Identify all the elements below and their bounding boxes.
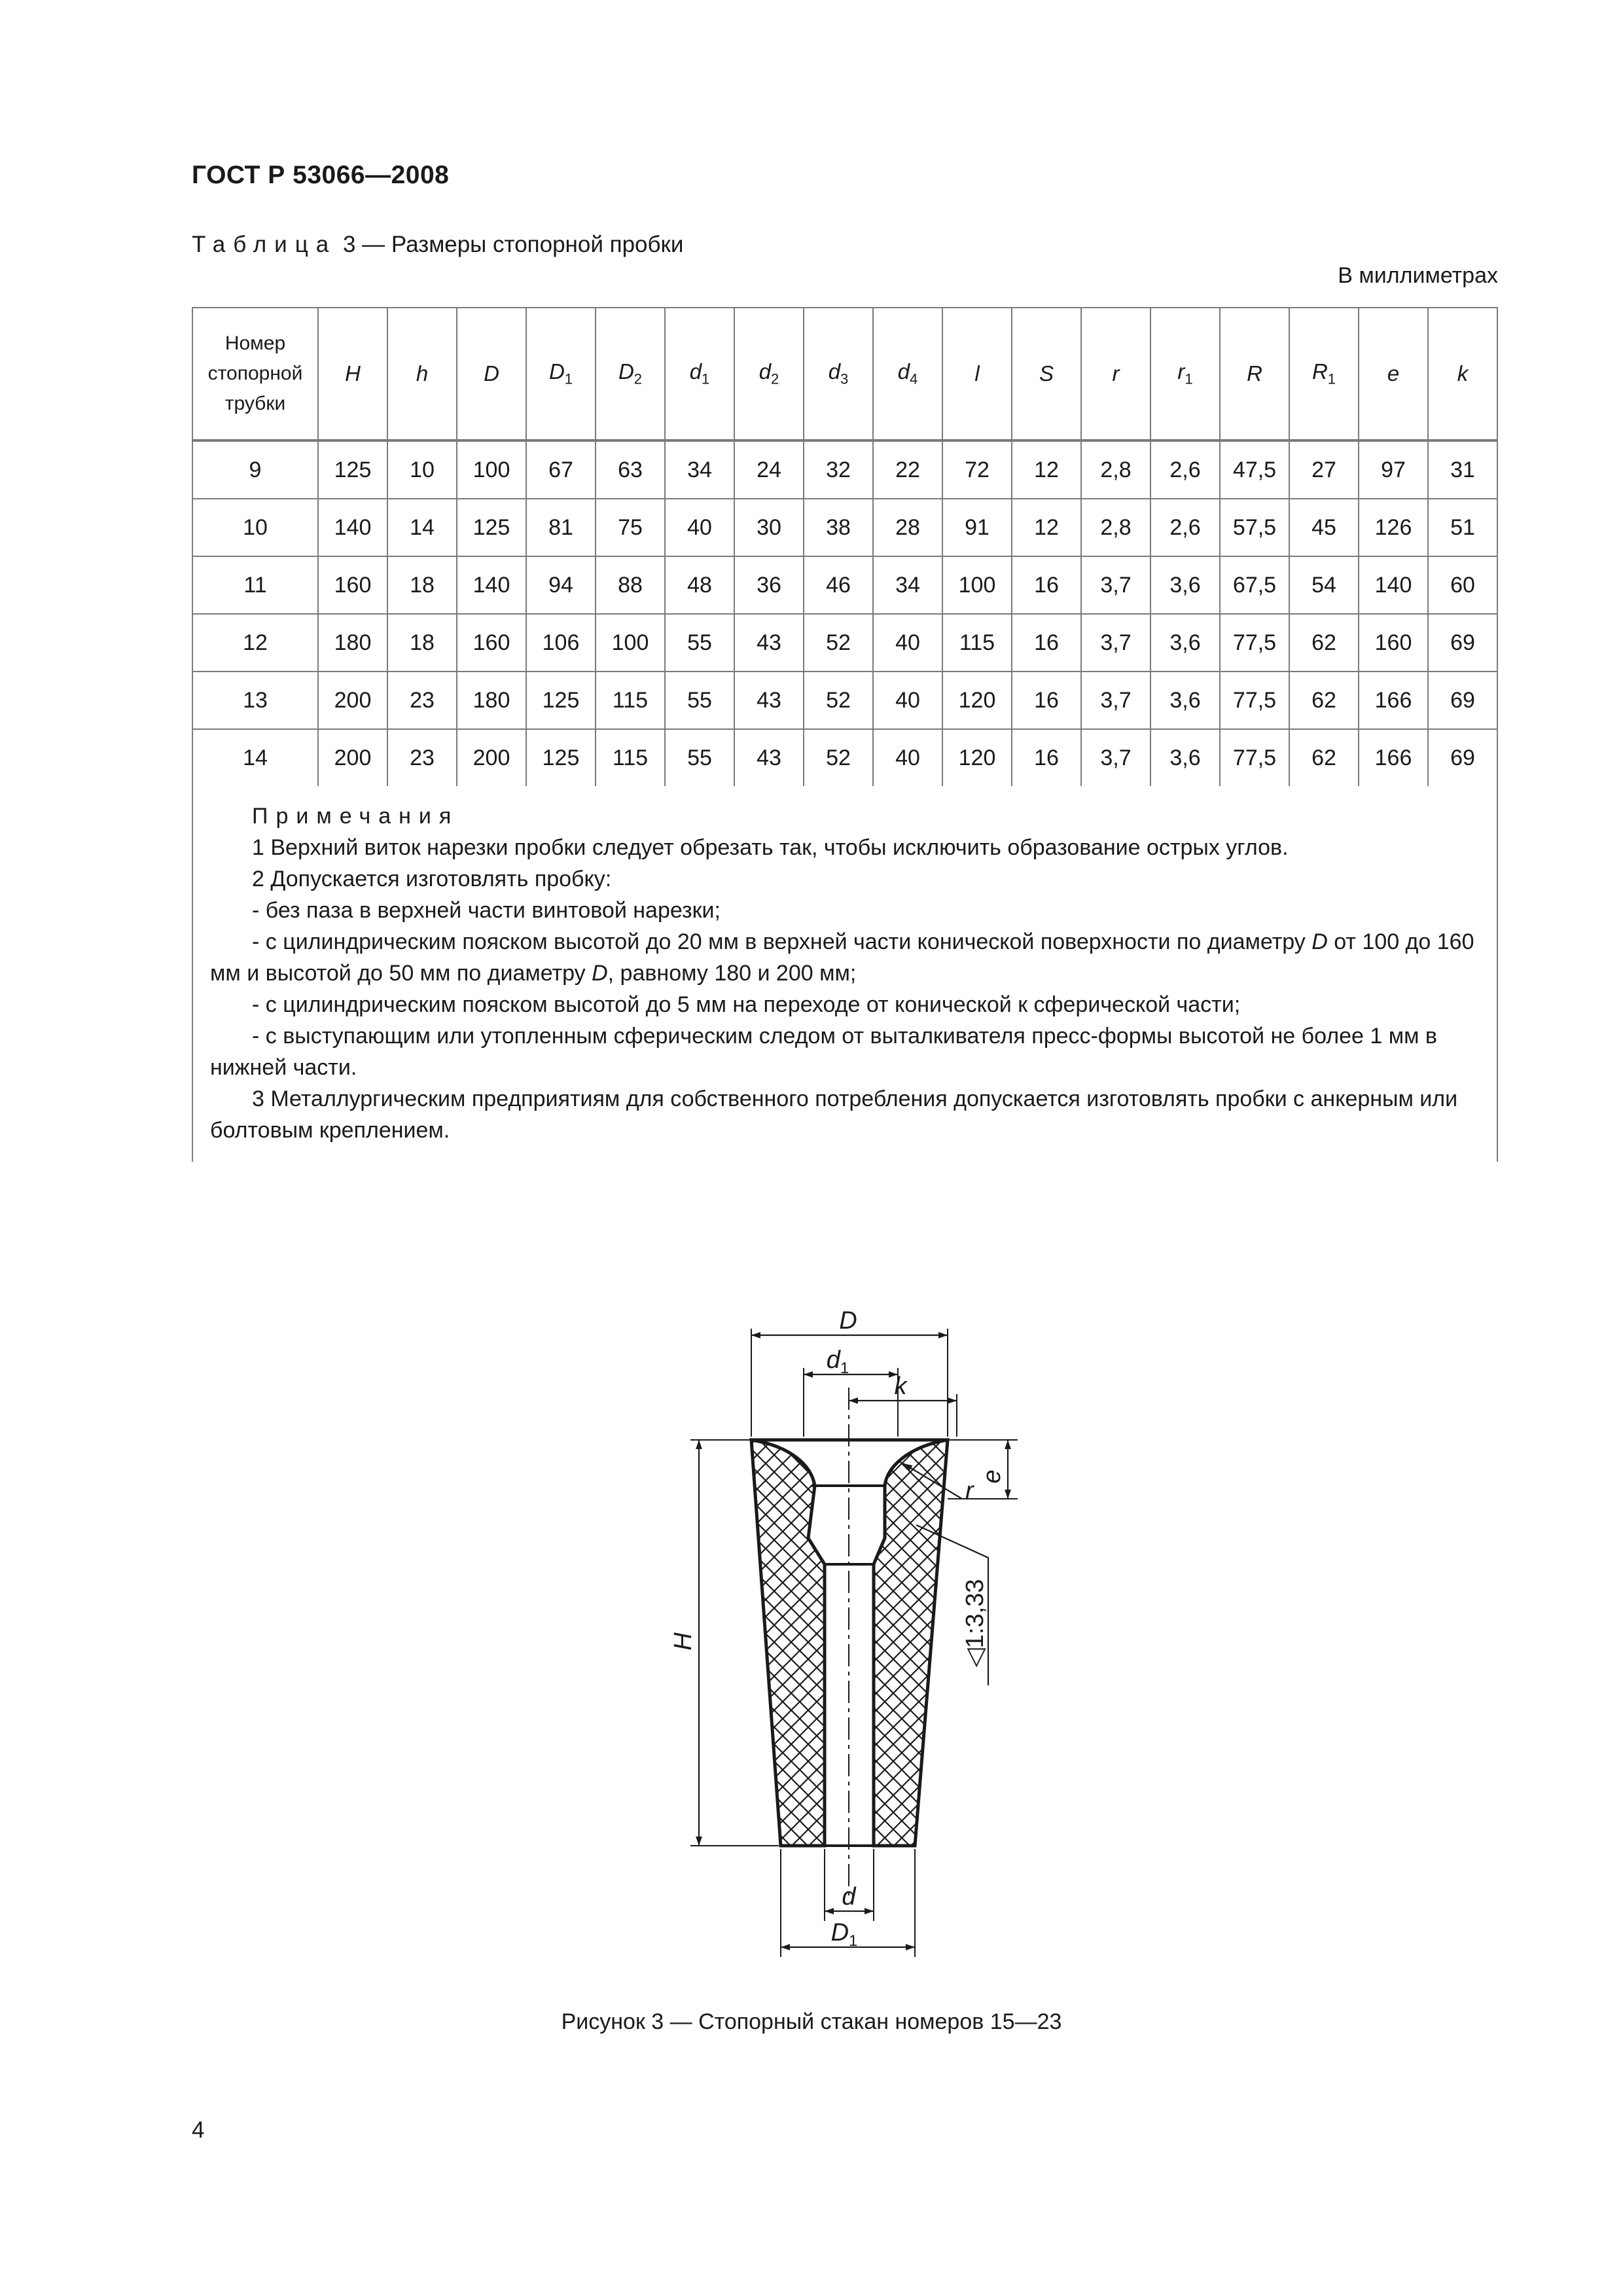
table-cell: 48 [665, 556, 734, 614]
table-cell: 125 [526, 672, 596, 729]
column-header-label: R [1311, 359, 1328, 384]
table-cell: 75 [596, 499, 665, 556]
label-r: r [965, 1477, 974, 1505]
label-D1-sub: 1 [849, 1932, 858, 1950]
column-header-label: Номер стопорной трубки [207, 332, 303, 414]
table-cell: 140 [1359, 556, 1428, 614]
label-H: H [669, 1632, 697, 1651]
column-header-subscript: 1 [1185, 370, 1193, 387]
table-cell: 27 [1289, 440, 1359, 499]
note-3: 3 Металлургическим предприятиям для собственного потребления допускается изготовлять пробки с анкерным или болтовым креплением. [210, 1086, 1458, 1143]
table-cell: 54 [1289, 556, 1359, 614]
table-cell: 69 [1428, 729, 1497, 786]
note-1: 1 Верхний виток нарезки пробки следует обрезать так, чтобы исключить образование острых углов. [252, 835, 1289, 860]
column-header-label: R [1247, 361, 1262, 386]
table-cell: 140 [457, 556, 526, 614]
column-header-label: D [484, 361, 499, 386]
document-header: ГОСТ Р 53066—2008 [192, 161, 450, 189]
table-cell: 3,6 [1150, 556, 1220, 614]
table-cell: 115 [942, 614, 1012, 672]
table-cell: 52 [804, 614, 873, 672]
table-cell: 115 [596, 672, 665, 729]
label-d1 [827, 1346, 849, 1377]
table-cell: 32 [804, 440, 873, 499]
table-cell: 62 [1289, 729, 1359, 786]
label-e: e [978, 1469, 1006, 1484]
label-D1 [831, 1919, 858, 1950]
table-cell: 30 [734, 499, 804, 556]
column-header-label: h [416, 361, 429, 386]
table-cell: 125 [457, 499, 526, 556]
table-cell: 160 [457, 614, 526, 672]
table-cell: 47,5 [1220, 440, 1289, 499]
stopper-number-cell: 13 [192, 672, 318, 729]
table-cell: 40 [873, 614, 942, 672]
table-cell: 3,6 [1150, 614, 1220, 672]
table-cell: 69 [1428, 672, 1497, 729]
stopper-number-cell: 11 [192, 556, 318, 614]
table-cell: 10 [387, 440, 457, 499]
stopper-number-cell: 12 [192, 614, 318, 672]
table-cell: 43 [734, 672, 804, 729]
table-cell: 62 [1289, 614, 1359, 672]
column-header-subscript: 1 [1327, 370, 1336, 387]
page-number: 4 [192, 2117, 205, 2143]
table-cell: 2,6 [1150, 499, 1220, 556]
table-cell: 24 [734, 440, 804, 499]
column-header-label: d [828, 359, 841, 384]
table-cell: 38 [804, 499, 873, 556]
table-cell: 200 [457, 729, 526, 786]
table-cell: 40 [873, 729, 942, 786]
table-cell: 57,5 [1220, 499, 1289, 556]
note-2-item-3: - с цилиндрическим пояском высотой до 5 мм на переходе от конической к сферической части; [252, 992, 1241, 1017]
table-cell: 180 [457, 672, 526, 729]
table-cell: 40 [665, 499, 734, 556]
table-cell: 166 [1359, 729, 1428, 786]
table-cell: 120 [942, 672, 1012, 729]
label-d1-sub: 1 [840, 1359, 849, 1377]
column-header-subscript: 3 [840, 370, 849, 387]
table-cell: 52 [804, 672, 873, 729]
table-cell: 16 [1012, 614, 1081, 672]
table-cell: 18 [387, 614, 457, 672]
column-header-subscript: 4 [910, 370, 918, 387]
note-2: 2 Допускается изготовлять пробку: [252, 867, 612, 891]
column-header-label: d [689, 359, 702, 384]
label-D1-base: D [830, 1919, 849, 1946]
table-cell: 55 [665, 672, 734, 729]
table-cell: 81 [526, 499, 596, 556]
column-header-label: r [1177, 359, 1185, 384]
figure-caption: Рисунок 3 — Стопорный стакан номеров 15—23 [561, 2009, 1062, 2034]
table-cell: 63 [596, 440, 665, 499]
column-header-label: D [618, 359, 634, 384]
table-cell: 72 [942, 440, 1012, 499]
notes-title: Примечания [252, 804, 459, 829]
column-header-label: H [345, 361, 361, 386]
table-cell: 67,5 [1220, 556, 1289, 614]
column-header-subscript: 2 [771, 370, 779, 387]
table-cell: 126 [1359, 499, 1428, 556]
table-cell: 18 [387, 556, 457, 614]
stopper-number-cell: 14 [192, 729, 318, 786]
table-cell: 28 [873, 499, 942, 556]
note-2-item-4: - с выступающим или утопленным сферическим следом от выталкивателя пресс-формы высотой не более 1 мм в нижней части. [210, 1024, 1437, 1080]
table-cell: 100 [457, 440, 526, 499]
table-cell: 51 [1428, 499, 1497, 556]
column-header-subscript: 2 [633, 370, 643, 387]
note-2-item-2-pre: - с цилиндрическим пояском высотой до 20 мм в верхней части конической поверхности по диаметру [252, 929, 1312, 954]
table-cell: 62 [1289, 672, 1359, 729]
table-cell: 100 [942, 556, 1012, 614]
table-cell: 100 [596, 614, 665, 672]
table-cell: 43 [734, 729, 804, 786]
table-cell: 40 [873, 672, 942, 729]
table-caption-number: 3 [342, 232, 356, 257]
table-cell: 200 [318, 729, 387, 786]
right-wall-section [874, 1440, 948, 1846]
table-cell: 115 [596, 729, 665, 786]
table-cell: 120 [942, 729, 1012, 786]
table-cell: 2,6 [1150, 440, 1220, 499]
table-cell: 3,7 [1081, 729, 1150, 786]
left-wall-section [751, 1440, 825, 1846]
table-cell: 200 [318, 672, 387, 729]
table-cell: 125 [318, 440, 387, 499]
table-caption-label: Таблица [192, 232, 337, 257]
stopper-number-cell: 9 [192, 440, 318, 499]
table-cell: 16 [1012, 729, 1081, 786]
table-cell: 43 [734, 614, 804, 672]
table-cell: 125 [526, 729, 596, 786]
column-header-label: e [1387, 361, 1400, 386]
label-d1-base: d [826, 1346, 840, 1374]
label-D: D [839, 1307, 857, 1335]
table-cell: 77,5 [1220, 614, 1289, 672]
note-2-item-2-sym2: D [592, 961, 608, 986]
column-header-label: r [1112, 361, 1120, 386]
table-cell: 166 [1359, 672, 1428, 729]
table-cell: 45 [1289, 499, 1359, 556]
table-cell: 31 [1428, 440, 1497, 499]
table-cell: 180 [318, 614, 387, 672]
note-2-item-2-mid: от 100 до 160 мм и высотой до 50 мм по диаметру [210, 929, 1474, 986]
column-header-label: d [758, 359, 772, 384]
note-2-item-2-post: , равному 180 и 200 мм; [607, 961, 857, 986]
table-cell: 94 [526, 556, 596, 614]
table-cell: 34 [665, 440, 734, 499]
table-cell: 16 [1012, 672, 1081, 729]
column-header-subscript: 1 [564, 370, 573, 387]
table-cell: 140 [318, 499, 387, 556]
label-taper: ◁1:3,33 [961, 1579, 989, 1668]
table-cell: 77,5 [1220, 729, 1289, 786]
table-cell: 60 [1428, 556, 1497, 614]
table-cell: 55 [665, 614, 734, 672]
table-cell: 23 [387, 672, 457, 729]
table-cell: 55 [665, 729, 734, 786]
label-k: k [894, 1372, 907, 1400]
table-cell: 22 [873, 440, 942, 499]
table-cell: 34 [873, 556, 942, 614]
table-cell: 16 [1012, 556, 1081, 614]
table-cell: 106 [526, 614, 596, 672]
table-cell: 91 [942, 499, 1012, 556]
table-cell: 67 [526, 440, 596, 499]
table-cell: 23 [387, 729, 457, 786]
table-cell: 12 [1012, 499, 1081, 556]
column-header-subscript: 1 [702, 370, 710, 387]
column-header-label: l [974, 361, 980, 386]
table-cell: 3,7 [1081, 614, 1150, 672]
table-cell: 160 [318, 556, 387, 614]
table-cell: 52 [804, 729, 873, 786]
table-cell: 2,8 [1081, 499, 1150, 556]
label-d: d [842, 1883, 856, 1910]
table-cell: 3,7 [1081, 672, 1150, 729]
note-2-item-1: - без паза в верхней части винтовой нарезки; [252, 898, 721, 923]
column-header-label: k [1457, 361, 1469, 386]
note-2-item-2-sym1: D [1311, 929, 1328, 954]
units-note: В миллиметрах [1338, 263, 1498, 288]
column-header-label: d [897, 359, 910, 384]
table-cell: 2,8 [1081, 440, 1150, 499]
table-caption-title: — Размеры стопорной пробки [355, 232, 684, 257]
table-cell: 36 [734, 556, 804, 614]
table-cell: 46 [804, 556, 873, 614]
table-cell: 88 [596, 556, 665, 614]
table-cell: 97 [1359, 440, 1428, 499]
table-cell: 69 [1428, 614, 1497, 672]
column-header-label: S [1039, 361, 1054, 386]
table-cell: 3,6 [1150, 729, 1220, 786]
table-cell: 77,5 [1220, 672, 1289, 729]
table-cell: 3,7 [1081, 556, 1150, 614]
table-cell: 14 [387, 499, 457, 556]
table-cell: 160 [1359, 614, 1428, 672]
column-header-label: D [548, 359, 565, 384]
table-cell: 3,6 [1150, 672, 1220, 729]
table-cell: 12 [1012, 440, 1081, 499]
stopper-number-cell: 10 [192, 499, 318, 556]
